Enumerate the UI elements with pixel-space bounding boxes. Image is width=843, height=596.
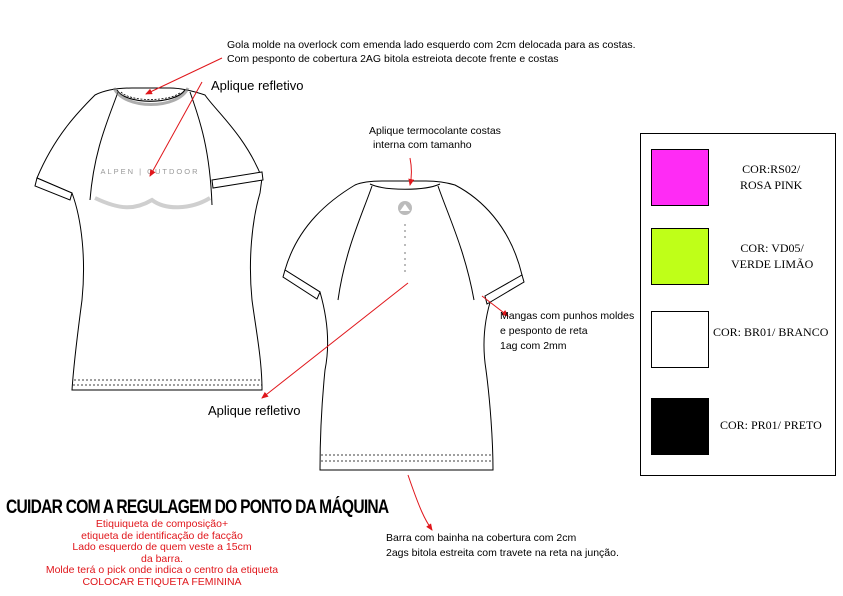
note-line: Etiquiqueta de composição+	[95, 518, 229, 530]
machine-warning: CUIDAR COM A REGULAGEM DO PONTO DA MÁQUINA	[6, 497, 389, 518]
color-swatch-black	[651, 398, 709, 455]
aplique-back-label: Aplique refletivo	[208, 403, 301, 418]
mangas-annotation-line1: Mangas com punhos moldes	[500, 310, 635, 322]
back-tshirt	[283, 181, 524, 470]
label-notes	[12, 519, 312, 588]
mangas-annotation-line2: e pesponto de reta	[500, 325, 588, 337]
note-line: da barra.	[140, 552, 184, 565]
color-label-white: COR: BR01/ BRANCO	[713, 325, 829, 339]
aplique-termo-line2: interna com tamanho	[373, 139, 472, 151]
color-label-lime: COR: VD05/ VERDE LIMÃO	[731, 241, 814, 271]
color-swatch-white	[651, 311, 709, 368]
color-label-pink: COR:RS02/ ROSA PINK	[740, 162, 803, 192]
front-tshirt	[35, 88, 263, 390]
gola-annotation-line2: Com pesponto de cobertura 2AG bitola estreiota decote frente e costas	[227, 53, 559, 65]
color-label-black: COR: PR01/ PRETO	[720, 418, 822, 432]
front-body	[37, 88, 262, 390]
aplique-termo-line1: Aplique termocolante costas	[369, 125, 501, 137]
color-swatch-lime	[651, 228, 709, 285]
note-line: Molde terá o pick onde indica o centro da etiqueta	[45, 564, 279, 576]
aplique-front-label: Aplique refletivo	[211, 78, 304, 93]
note-line: COLOCAR ETIQUETA FEMININA	[82, 575, 242, 588]
back-body	[285, 181, 522, 470]
barra-annotation-line1: Barra com bainha na cobertura com 2cm	[386, 532, 577, 544]
note-line: etiqueta de identificação de facção	[81, 529, 243, 542]
color-swatch-pink	[651, 149, 709, 206]
barra-annotation-line2: 2ags bitola estreita com travete na reta na junção.	[386, 547, 619, 559]
mangas-annotation-line3: 1ag com 2mm	[500, 340, 567, 352]
gola-annotation-line1: Gola molde na overlock com emenda lado esquerdo com 2cm delocada para as costas.	[227, 39, 636, 51]
front-print-text: ALPEN | OUTDOOR	[100, 167, 200, 176]
note-line: Lado esquerdo de quem veste a 15cm	[72, 541, 252, 553]
